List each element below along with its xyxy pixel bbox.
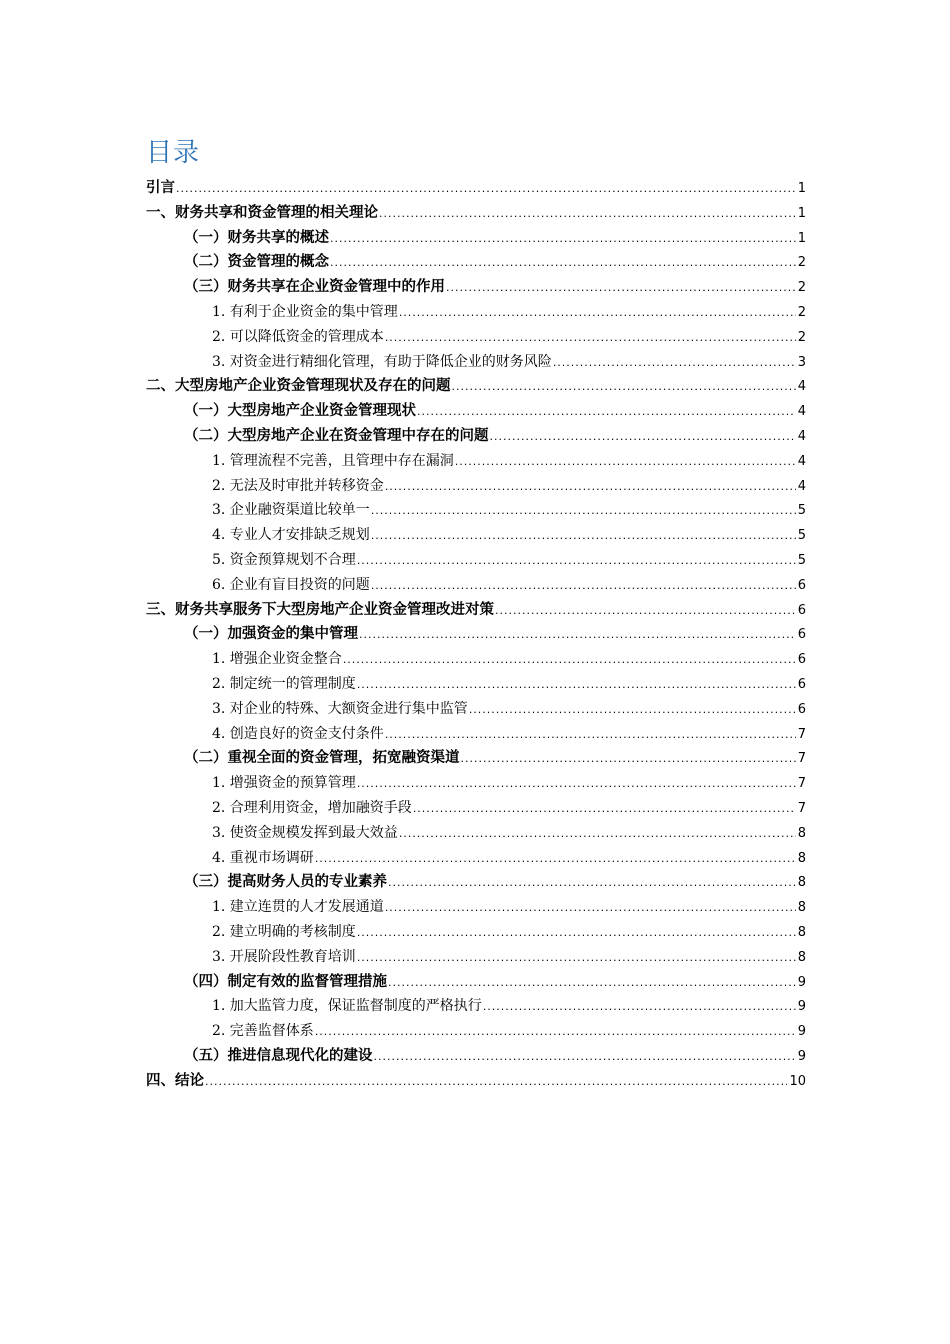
toc-entry-title: 4. 专业人才安排缺乏规划 bbox=[212, 527, 370, 544]
toc-page-number: 8 bbox=[797, 850, 806, 866]
toc-entry-title: 一、财务共享和资金管理的相关理论 bbox=[146, 204, 378, 221]
toc-dot-leader bbox=[385, 723, 796, 748]
toc-entry[interactable] bbox=[146, 672, 806, 697]
toc-entry-title: （一）财务共享的概述 bbox=[184, 229, 329, 246]
toc-page-number: 5 bbox=[797, 552, 806, 568]
toc-entry-title: 4. 创造良好的资金支付条件 bbox=[212, 725, 384, 742]
toc-entry-title: 4. 重视市场调研 bbox=[212, 849, 314, 866]
toc-dot-leader bbox=[357, 946, 796, 971]
toc-entry[interactable] bbox=[146, 970, 806, 995]
toc-page-number: 2 bbox=[797, 255, 806, 271]
toc-entry[interactable] bbox=[146, 697, 806, 722]
toc-page-number: 9 bbox=[797, 974, 806, 990]
toc-dot-leader bbox=[461, 747, 796, 772]
toc-page-number: 8 bbox=[797, 825, 806, 841]
toc-dot-leader bbox=[385, 475, 796, 500]
toc-dot-leader bbox=[357, 673, 796, 698]
toc-dot-leader bbox=[469, 698, 796, 723]
toc-entry[interactable] bbox=[146, 1019, 806, 1044]
toc-entry[interactable] bbox=[146, 771, 806, 796]
toc-entry[interactable] bbox=[146, 796, 806, 821]
toc-dot-leader bbox=[388, 971, 796, 996]
toc-dot-leader bbox=[330, 227, 796, 252]
toc-dot-leader bbox=[357, 921, 796, 946]
toc-dot-leader bbox=[385, 326, 796, 351]
toc-entry[interactable] bbox=[146, 399, 806, 424]
toc-dot-leader bbox=[357, 772, 796, 797]
toc-dot-leader bbox=[417, 400, 796, 425]
toc-dot-leader bbox=[374, 1045, 796, 1070]
toc-page-number: 6 bbox=[797, 676, 806, 692]
toc-entry-title: 2. 建立明确的考核制度 bbox=[212, 923, 356, 940]
toc-entry[interactable] bbox=[146, 250, 806, 275]
toc-entry-title: 2. 合理利用资金，增加融资手段 bbox=[212, 799, 412, 816]
toc-dot-leader bbox=[399, 301, 796, 326]
toc-page-number: 4 bbox=[797, 478, 806, 494]
toc-entry-title: 三、财务共享服务下大型房地产企业资金管理改进对策 bbox=[146, 601, 494, 618]
toc-entry[interactable] bbox=[146, 1044, 806, 1069]
toc-dot-leader bbox=[379, 202, 796, 227]
toc-page-number: 1 bbox=[797, 205, 806, 221]
toc-heading: 目录 bbox=[146, 138, 201, 168]
toc-page-number: 5 bbox=[797, 503, 806, 519]
toc-entry[interactable] bbox=[146, 176, 806, 201]
toc-page-number: 8 bbox=[797, 924, 806, 940]
toc-entry-title: （三）财务共享在企业资金管理中的作用 bbox=[184, 279, 445, 296]
toc-entry-title: 2. 完善监督体系 bbox=[212, 1023, 314, 1040]
toc-dot-leader bbox=[483, 995, 796, 1020]
toc-page-number: 4 bbox=[797, 404, 806, 420]
toc-entry[interactable] bbox=[146, 870, 806, 895]
toc-dot-leader bbox=[357, 549, 796, 574]
toc-page-number: 6 bbox=[797, 627, 806, 643]
toc-entry-title: 2. 可以降低资金的管理成本 bbox=[212, 328, 384, 345]
toc-page-number: 9 bbox=[797, 1048, 806, 1064]
toc-entry[interactable] bbox=[146, 424, 806, 449]
toc-entry[interactable] bbox=[146, 895, 806, 920]
toc-entry[interactable] bbox=[146, 920, 806, 945]
toc-dot-leader bbox=[455, 450, 796, 475]
toc-entry-title: （一）加强资金的集中管理 bbox=[184, 626, 358, 643]
toc-page-number: 9 bbox=[797, 1024, 806, 1040]
toc-dot-leader bbox=[330, 251, 796, 276]
toc-page-number: 5 bbox=[797, 528, 806, 544]
toc-entry-title: （五）推进信息现代化的建设 bbox=[184, 1047, 373, 1064]
toc-entry-title: 1. 有利于企业资金的集中管理 bbox=[212, 303, 398, 320]
toc-entry[interactable] bbox=[146, 598, 806, 623]
toc-page-number: 4 bbox=[797, 428, 806, 444]
toc-entry[interactable] bbox=[146, 201, 806, 226]
toc-entry[interactable] bbox=[146, 300, 806, 325]
toc-entry-title: 3. 使资金规模发挥到最大效益 bbox=[212, 824, 398, 841]
toc-dot-leader bbox=[205, 1070, 787, 1095]
toc-entry-title: 3. 企业融资渠道比较单一 bbox=[212, 502, 370, 519]
toc-page-number: 2 bbox=[797, 304, 806, 320]
toc-page-number: 8 bbox=[797, 875, 806, 891]
toc-entry-title: 四、结论 bbox=[146, 1072, 204, 1089]
toc-dot-leader bbox=[315, 1020, 796, 1045]
toc-page-number: 4 bbox=[797, 379, 806, 395]
toc-page-number: 9 bbox=[797, 999, 806, 1015]
toc-entry-title: 3. 对资金进行精细化管理，有助于降低企业的财务风险 bbox=[212, 353, 552, 370]
toc-entry-title: （二）资金管理的概念 bbox=[184, 254, 329, 271]
toc-page-number: 6 bbox=[797, 701, 806, 717]
toc-entry[interactable] bbox=[146, 573, 806, 598]
toc-dot-leader bbox=[446, 276, 796, 301]
toc-entry[interactable] bbox=[146, 622, 806, 647]
toc-entry[interactable] bbox=[146, 722, 806, 747]
toc-page-number: 6 bbox=[797, 602, 806, 618]
toc-dot-leader bbox=[553, 351, 796, 376]
toc-entry[interactable] bbox=[146, 746, 806, 771]
toc-dot-leader bbox=[371, 499, 796, 524]
toc-entry[interactable] bbox=[146, 994, 806, 1019]
toc-entry-title: （三）提高财务人员的专业素养 bbox=[184, 874, 387, 891]
toc-entry-title: 2. 制定统一的管理制度 bbox=[212, 675, 356, 692]
toc-entry-title: 引言 bbox=[146, 180, 175, 196]
toc-dot-leader bbox=[176, 177, 796, 202]
toc-entry-title: 1. 增强资金的预算管理 bbox=[212, 775, 356, 792]
toc-page-number: 7 bbox=[797, 776, 806, 792]
toc-dot-leader bbox=[315, 847, 796, 872]
toc-page-number: 8 bbox=[797, 900, 806, 916]
toc-entry-title: 2. 无法及时审批并转移资金 bbox=[212, 477, 384, 494]
toc-dot-leader bbox=[371, 574, 796, 599]
toc-dot-leader bbox=[343, 648, 796, 673]
toc-dot-leader bbox=[359, 623, 796, 648]
toc-entry-title: 1. 加大监管力度，保证监督制度的严格执行 bbox=[212, 998, 482, 1015]
toc-entry-title: 5. 资金预算规划不合理 bbox=[212, 551, 356, 568]
toc-dot-leader bbox=[385, 896, 796, 921]
toc-page-number: 8 bbox=[797, 949, 806, 965]
toc-entry[interactable] bbox=[146, 226, 806, 251]
toc-entry-title: 6. 企业有盲目投资的问题 bbox=[212, 576, 370, 593]
toc-dot-leader bbox=[388, 871, 796, 896]
toc-entry[interactable] bbox=[146, 821, 806, 846]
toc-page-number: 1 bbox=[797, 230, 806, 246]
toc-entry-title: 3. 开展阶段性教育培训 bbox=[212, 948, 356, 965]
toc-entry[interactable] bbox=[146, 325, 806, 350]
toc-dot-leader bbox=[490, 425, 796, 450]
toc-entry[interactable] bbox=[146, 647, 806, 672]
toc-entry-title: 1. 管理流程不完善，且管理中存在漏洞 bbox=[212, 452, 454, 469]
toc-page-number: 6 bbox=[797, 577, 806, 593]
toc-page-number: 3 bbox=[797, 354, 806, 370]
toc-page-number: 7 bbox=[797, 726, 806, 742]
toc-entry-title: 1. 建立连贯的人才发展通道 bbox=[212, 899, 384, 916]
toc-entry[interactable] bbox=[146, 846, 806, 871]
toc-page-number: 1 bbox=[797, 181, 806, 196]
toc-page-number: 10 bbox=[789, 1073, 806, 1089]
toc-entry[interactable] bbox=[146, 350, 806, 375]
toc-dot-leader bbox=[399, 822, 796, 847]
toc-entry[interactable] bbox=[146, 474, 806, 499]
toc-entry[interactable] bbox=[146, 498, 806, 523]
toc-entry[interactable] bbox=[146, 1069, 806, 1094]
toc-entry[interactable] bbox=[146, 548, 806, 573]
toc-entry-title: 3. 对企业的特殊、大额资金进行集中监管 bbox=[212, 700, 468, 717]
toc-entry[interactable] bbox=[146, 275, 806, 300]
toc-page-number: 2 bbox=[797, 280, 806, 296]
toc-dot-leader bbox=[495, 599, 796, 624]
toc-entry-title: （四）制定有效的监督管理措施 bbox=[184, 973, 387, 990]
toc-entry-title: （二）重视全面的资金管理，拓宽融资渠道 bbox=[184, 750, 460, 767]
toc-entry-title: 1. 增强企业资金整合 bbox=[212, 651, 342, 668]
toc-entry[interactable] bbox=[146, 945, 806, 970]
toc-dot-leader bbox=[371, 524, 796, 549]
toc-entry-title: 二、大型房地产企业资金管理现状及存在的问题 bbox=[146, 378, 451, 395]
toc-entry[interactable] bbox=[146, 523, 806, 548]
toc-dot-leader bbox=[413, 797, 796, 822]
toc-entry-title: （二）大型房地产企业在资金管理中存在的问题 bbox=[184, 427, 489, 444]
table-of-contents bbox=[146, 176, 806, 1093]
toc-page-number: 2 bbox=[797, 329, 806, 345]
toc-page-number: 7 bbox=[797, 800, 806, 816]
toc-entry[interactable] bbox=[146, 374, 806, 399]
toc-page-number: 6 bbox=[797, 652, 806, 668]
toc-dot-leader bbox=[452, 375, 796, 400]
toc-page-number: 7 bbox=[797, 751, 806, 767]
toc-entry[interactable] bbox=[146, 449, 806, 474]
toc-entry-title: （一）大型房地产企业资金管理现状 bbox=[184, 403, 416, 420]
toc-page-number: 4 bbox=[797, 453, 806, 469]
